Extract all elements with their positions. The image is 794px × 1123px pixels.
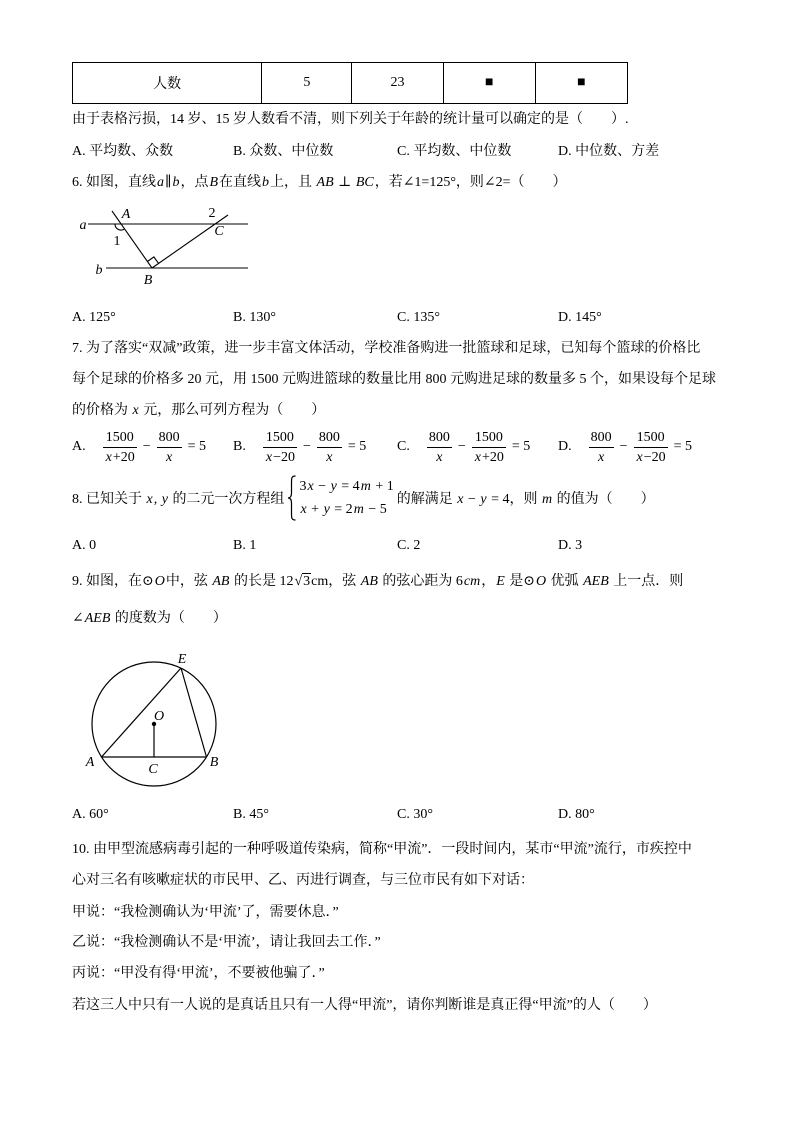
math-symbol: x: [474, 449, 481, 465]
math-symbol: b: [262, 175, 270, 190]
text-run: 是⊙: [505, 574, 535, 589]
math-symbol: y: [330, 479, 337, 494]
statement-yi: 乙说：“我检测确认不是‘甲流’，请让我回去工作．”: [72, 935, 381, 950]
table-cell-stained: ■: [443, 63, 535, 104]
math-symbol: AB: [360, 574, 378, 589]
math-symbol: x: [636, 449, 643, 465]
q9-option-b: B. 45°: [233, 807, 269, 822]
equals-value: = 5: [347, 439, 367, 454]
q5-option-a: A. 平均数、众数: [72, 144, 174, 159]
math-symbol: x: [457, 492, 464, 507]
math-symbol: AB: [212, 574, 230, 589]
text-run: 的价格为: [72, 403, 132, 418]
text-run: +: [307, 502, 323, 517]
math-symbol: x: [598, 449, 605, 465]
text-run: 6. 如图，直线: [72, 175, 156, 190]
q9-option-d: D. 80°: [558, 807, 595, 822]
q7-option-c: [397, 425, 531, 469]
left-brace-icon: [287, 475, 297, 521]
equals-value: = 5: [511, 439, 531, 454]
question-10-prompt: 若这三人中只有一人说的是真话且只有一人得“甲流”，请你判断谁是真正得“甲流”的人（ ）: [72, 998, 657, 1013]
numerator: [103, 428, 137, 447]
text-run: 9. 如图，在⊙: [72, 574, 154, 589]
text-run: 元，那么可列方程为（ ）: [139, 403, 326, 418]
point-c-label: C: [148, 762, 158, 777]
text-run: 上，且: [270, 175, 316, 190]
numerator: [263, 428, 297, 447]
q6-option-a: A. 125°: [72, 310, 116, 325]
text-run: 800: [590, 429, 612, 445]
math-symbol: AEB: [583, 574, 609, 589]
math-symbol: m: [360, 479, 371, 494]
table-cell: 23: [352, 63, 443, 104]
q8-option-d: D. 3: [558, 538, 583, 553]
table-cell-stained: ■: [535, 63, 627, 104]
numerator: [589, 428, 614, 447]
statement-jia: 甲说：“我检测确认为‘甲流’了，需要休息．”: [72, 905, 339, 920]
text-run: 1500: [105, 429, 134, 445]
q8-stem-part-2: [397, 488, 655, 508]
chord-eb: [181, 668, 207, 757]
text-run: 每个足球的价格多 20 元，用 1500 元购进篮球的数量比用 800 元购进足球的数量多 5 个，如果设每个足球: [72, 372, 716, 387]
text-run: 的二元一次方程组: [168, 492, 285, 507]
text-run: 在直线: [219, 175, 262, 190]
math-symbol: x: [326, 449, 333, 465]
q5-option-b: B. 众数、中位数: [233, 144, 334, 159]
text-run: = 4: [337, 479, 360, 494]
q6-figure: [70, 198, 260, 293]
q9-option-a: A. 60°: [72, 807, 109, 822]
text-run: 中，弦: [165, 574, 212, 589]
math-symbol: y: [480, 492, 487, 507]
numerator: [317, 428, 342, 447]
denominator: [427, 447, 452, 467]
equation-2: [299, 498, 393, 521]
math-symbol: a: [157, 175, 164, 190]
question-7-stem-line-3: [72, 401, 325, 421]
denominator: [157, 447, 182, 467]
table-cell: 5: [262, 63, 352, 104]
table-row: [73, 63, 628, 104]
minus-sign: −: [142, 439, 151, 454]
text-run: 1500: [265, 429, 294, 445]
question-6-stem: [72, 173, 567, 193]
fraction: [589, 428, 614, 467]
line-b-label: b: [95, 263, 103, 278]
text-run: 上一点．则: [609, 574, 684, 589]
math-symbol: AEB: [84, 611, 111, 626]
text-run: 800: [158, 429, 180, 445]
math-symbol: x: [166, 449, 173, 465]
text-run: = 2: [330, 502, 353, 517]
q6-option-c: C. 135°: [397, 310, 440, 325]
angle-1-label: 1: [113, 234, 121, 249]
right-angle-mark: [147, 257, 158, 264]
question-9-stem-line-1: [72, 572, 683, 592]
text-run: +20: [481, 449, 504, 465]
question-7-stem-line-2: [72, 370, 716, 390]
fraction: [263, 428, 297, 467]
math-symbol: x: [307, 479, 314, 494]
angle-2-label: 2: [208, 206, 216, 221]
option-label: B.: [233, 439, 246, 454]
q8-option-b: B. 1: [233, 538, 257, 553]
text-run: cm，弦: [311, 574, 360, 589]
q9-option-c: C. 30°: [397, 807, 433, 822]
question-7-stem-line-1: [72, 339, 700, 359]
text-run: ，点: [180, 175, 209, 190]
math-symbol: m: [541, 492, 553, 507]
question-10-stem-line-2: 心对三名有咳嗽症状的市民甲、乙、丙进行调查，与三位市民有如下对话：: [72, 873, 534, 888]
denominator: [317, 447, 342, 467]
equation-1: [299, 475, 393, 498]
question-9-stem-line-2: [72, 609, 227, 629]
text-run: ，若∠1=125°，则∠2=（ ）: [374, 175, 567, 190]
fraction: [634, 428, 668, 467]
equation-lines: [299, 475, 393, 521]
q6-option-b: B. 130°: [233, 310, 276, 325]
equals-value: = 5: [673, 439, 693, 454]
math-symbol: E: [496, 574, 505, 589]
q8-option-c: C. 2: [397, 538, 421, 553]
math-symbol: BC: [355, 175, 374, 190]
option-label: D.: [558, 439, 572, 454]
question-8-stem: [72, 473, 655, 523]
text-run: 8. 已知关于: [72, 492, 146, 507]
text-run: 的度数为（ ）: [111, 611, 227, 626]
point-b-label: B: [209, 755, 219, 770]
question-5-stem: 由于表格污损，14 岁、15 岁人数看不清，则下列关于年龄的统计量可以确定的是（ ）.: [72, 112, 629, 127]
q8-stem-part-1: [72, 488, 284, 508]
q7-option-b: [233, 425, 367, 469]
fraction: [317, 428, 342, 467]
numerator: [472, 428, 506, 447]
point-b-label: B: [143, 273, 153, 288]
text-run: 的值为（ ）: [553, 492, 655, 507]
point-c-label: C: [214, 224, 224, 239]
fraction: [427, 428, 452, 467]
denominator: [589, 447, 614, 467]
math-symbol: x: [436, 449, 443, 465]
math-symbol: y: [161, 492, 168, 507]
math-symbol: O: [536, 574, 547, 589]
q8-option-a: A. 0: [72, 538, 97, 553]
q6-option-d: D. 145°: [558, 310, 602, 325]
numerator: [157, 428, 182, 447]
q5-option-c: C. 平均数、中位数: [397, 144, 512, 159]
math-symbol: cm: [463, 574, 481, 589]
text-run: 7. 为了落实“双减”政策，进一步丰富文体活动，学校准备购进一批篮球和足球，已知每个篮球的价格比: [72, 341, 701, 356]
text-run: 1500: [636, 429, 665, 445]
point-e-label: E: [177, 652, 187, 667]
chord-ae: [102, 668, 182, 757]
math-symbol: B: [209, 175, 219, 190]
point-o-label: O: [153, 709, 165, 724]
math-symbol: AB: [316, 175, 334, 190]
q9-figure: [80, 650, 230, 785]
point-a-label: A: [85, 755, 95, 770]
q7-option-a: [72, 425, 207, 469]
radical-sign: √: [294, 574, 303, 589]
line-bc: [152, 215, 228, 268]
math-symbol: x: [132, 403, 139, 418]
math-symbol: b: [172, 175, 180, 190]
math-symbol: y: [323, 502, 330, 517]
denominator: [263, 447, 297, 467]
minus-sign: −: [457, 439, 466, 454]
text-run: ⊥: [334, 175, 355, 190]
math-symbol: x: [105, 449, 112, 465]
text-run: 800: [428, 429, 450, 445]
math-symbol: O: [154, 574, 165, 589]
text-run: ,: [153, 492, 161, 507]
fraction: [472, 428, 506, 467]
line-a-label: a: [79, 218, 87, 233]
minus-sign: −: [302, 439, 311, 454]
text-run: 1500: [474, 429, 503, 445]
question-10-stem-line-1: 10. 由甲型流感病毒引起的一种呼吸道传染病，简称“甲流”．一段时间内，某市“甲流”流行，市疾控中: [72, 842, 692, 857]
text-run: 的长是 12: [230, 574, 294, 589]
minus-sign: −: [619, 439, 628, 454]
text-run: −: [464, 492, 480, 507]
q7-option-d: [558, 425, 693, 469]
text-run: +20: [112, 449, 135, 465]
text-run: −20: [273, 449, 295, 465]
option-label: A.: [72, 439, 86, 454]
text-run: 800: [318, 429, 340, 445]
text-run: 的解满足: [396, 492, 457, 507]
text-run: −: [314, 479, 330, 494]
text-run: − 5: [364, 502, 387, 517]
numerator: [634, 428, 668, 447]
text-run: + 1: [371, 479, 394, 494]
option-label: C.: [397, 439, 410, 454]
text-run: 优弧: [547, 574, 583, 589]
numerator: [427, 428, 452, 447]
statement-bing: 丙说：“甲没有得‘甲流’，不要被他骗了．”: [72, 966, 325, 981]
q5-option-d: D. 中位数、方差: [558, 144, 660, 159]
text-run: = 4，则: [487, 492, 541, 507]
text-run: ∥: [165, 175, 172, 190]
denominator: [634, 447, 668, 467]
text-run: ，: [481, 574, 496, 589]
math-symbol: m: [353, 502, 364, 517]
equation-system: [287, 475, 393, 521]
text-run: −20: [643, 449, 666, 465]
text-run: 3: [299, 479, 307, 494]
fraction: [157, 428, 182, 467]
denominator: [472, 447, 506, 467]
math-symbol: x: [146, 492, 153, 507]
point-a-label: A: [121, 207, 131, 222]
radicand: 3: [303, 574, 311, 589]
fraction: [103, 428, 137, 467]
equals-value: = 5: [187, 439, 207, 454]
denominator: [103, 447, 137, 467]
text-run: ∠: [72, 611, 84, 626]
text-run: 的弦心距为 6: [378, 574, 463, 589]
table-cell-header: 人数: [73, 63, 262, 104]
math-symbol: x: [300, 502, 307, 517]
math-symbol: x: [265, 449, 273, 465]
age-count-table: [72, 62, 628, 104]
